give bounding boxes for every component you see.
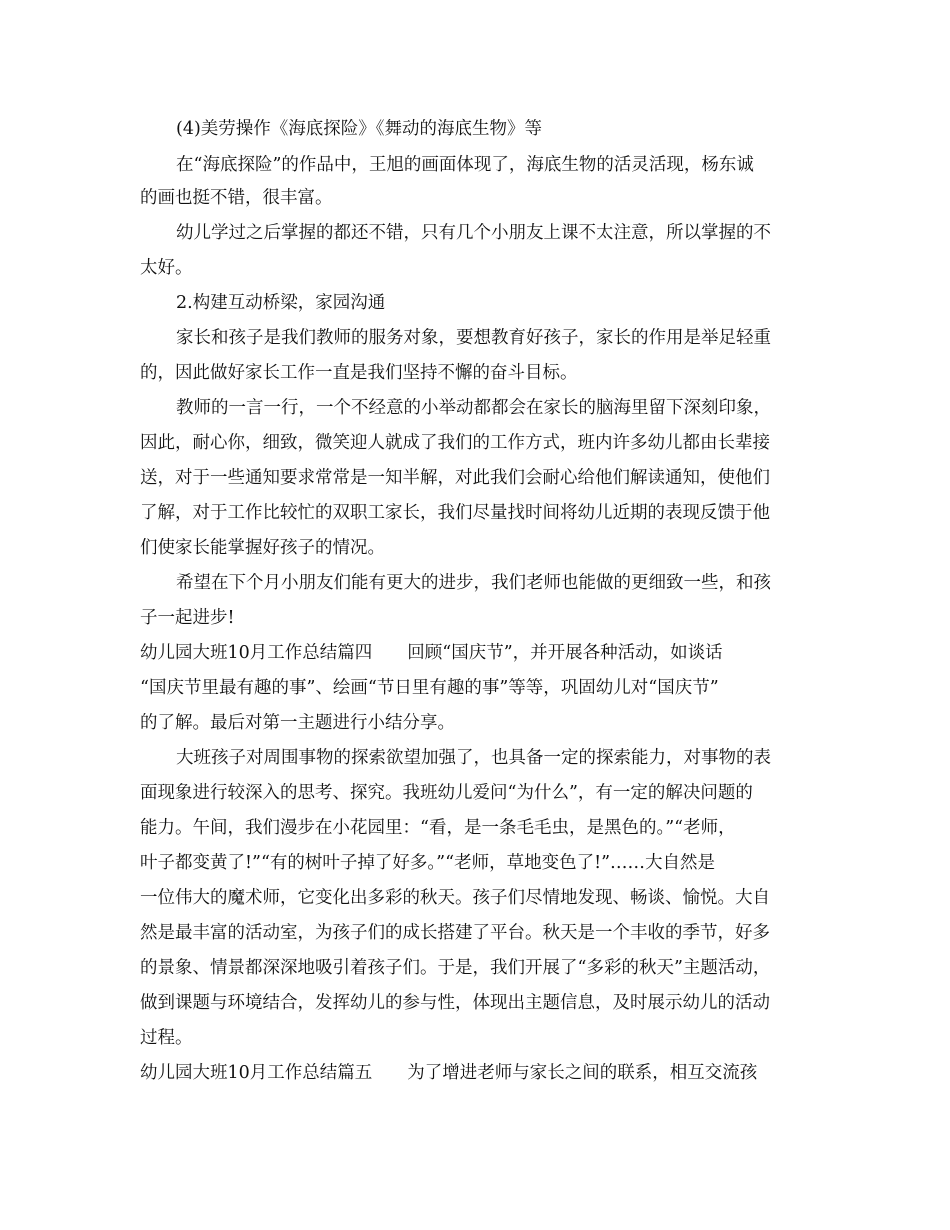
text-line: 太好。 [140, 258, 193, 278]
text-line: 在“海底探险”的作品中，王旭的画面体现了，海底生物的活灵活现，杨东诚 [176, 155, 754, 175]
text-line: 希望在下个月小朋友们能有更大的进步，我们老师也能做的更细致一些，和孩 [176, 573, 771, 593]
text-line: 的景象、情景都深深地吸引着孩子们。于是，我们开展了“多彩的秋天”主题活动， [140, 958, 771, 978]
text-line: 做到课题与环境结合，发挥幼儿的参与性，体现出主题信息，及时展示幼儿的活动 [140, 993, 770, 1013]
text-line: 叶子都变黄了!”“有的树叶子掉了好多。”“老师，草地变色了!”……大自然是 [140, 853, 716, 873]
text-line: 子一起进步! [140, 608, 235, 628]
text-line: 过程。 [140, 1028, 193, 1048]
text-line: (4)美劳操作《海底探险》《舞动的海底生物》等 [176, 119, 543, 139]
text-line: 的，因此做好家长工作一直是我们坚持不懈的奋斗目标。 [140, 363, 578, 383]
text-line: 然是最丰富的活动室，为孩子们的成长搭建了平台。秋天是一个丰收的季节，好多 [140, 923, 770, 943]
section-heading-line: 幼儿园大班10月工作总结篇四 回顾“国庆节”，并开展各种活动，如谈话 [140, 643, 723, 663]
text-line: 的画也挺不错，很丰富。 [140, 188, 333, 208]
text-line: 幼儿学过之后掌握的都还不错，只有几个小朋友上课不太注意，所以掌握的不 [176, 223, 771, 243]
text-line: 2.构建互动桥梁，家园沟通 [176, 293, 386, 313]
text-line: 家长和孩子是我们教师的服务对象，要想教育好孩子，家长的作用是举足轻重 [176, 328, 771, 348]
text-line: 的了解。最后对第一主题进行小结分享。 [140, 713, 455, 733]
text-line: 大班孩子对周围事物的探索欲望加强了，也具备一定的探索能力，对事物的表 [176, 748, 771, 768]
text-line: 们使家长能掌握好孩子的情况。 [140, 538, 385, 558]
text-line: 教师的一言一行，一个不经意的小举动都都会在家长的脑海里留下深刻印象， [176, 398, 771, 418]
text-line: 送，对于一些通知要求常常是一知半解，对此我们会耐心给他们解读通知，使他们 [140, 468, 770, 488]
text-line: 能力。午间，我们漫步在小花园里：“看，是一条毛毛虫，是黑色的。”“老师， [140, 818, 736, 838]
text-line: 一位伟大的魔术师，它变化出多彩的秋天。孩子们尽情地发现、畅谈、愉悦。大自 [140, 888, 770, 908]
text-line: 因此，耐心你，细致，微笑迎人就成了我们的工作方式，班内许多幼儿都由长辈接 [140, 433, 770, 453]
section-heading-line: 幼儿园大班10月工作总结篇五 为了增进老师与家长之间的联系，相互交流孩 [140, 1063, 758, 1083]
text-line: 了解，对于工作比较忙的双职工家长，我们尽量找时间将幼儿近期的表现反馈于他 [140, 503, 770, 523]
text-line: “国庆节里最有趣的事”、绘画“节日里有趣的事”等等，巩固幼儿对“国庆节” [140, 678, 719, 698]
text-line: 面现象进行较深入的思考、探究。我班幼儿爱问“为什么”，有一定的解决问题的 [140, 783, 753, 803]
